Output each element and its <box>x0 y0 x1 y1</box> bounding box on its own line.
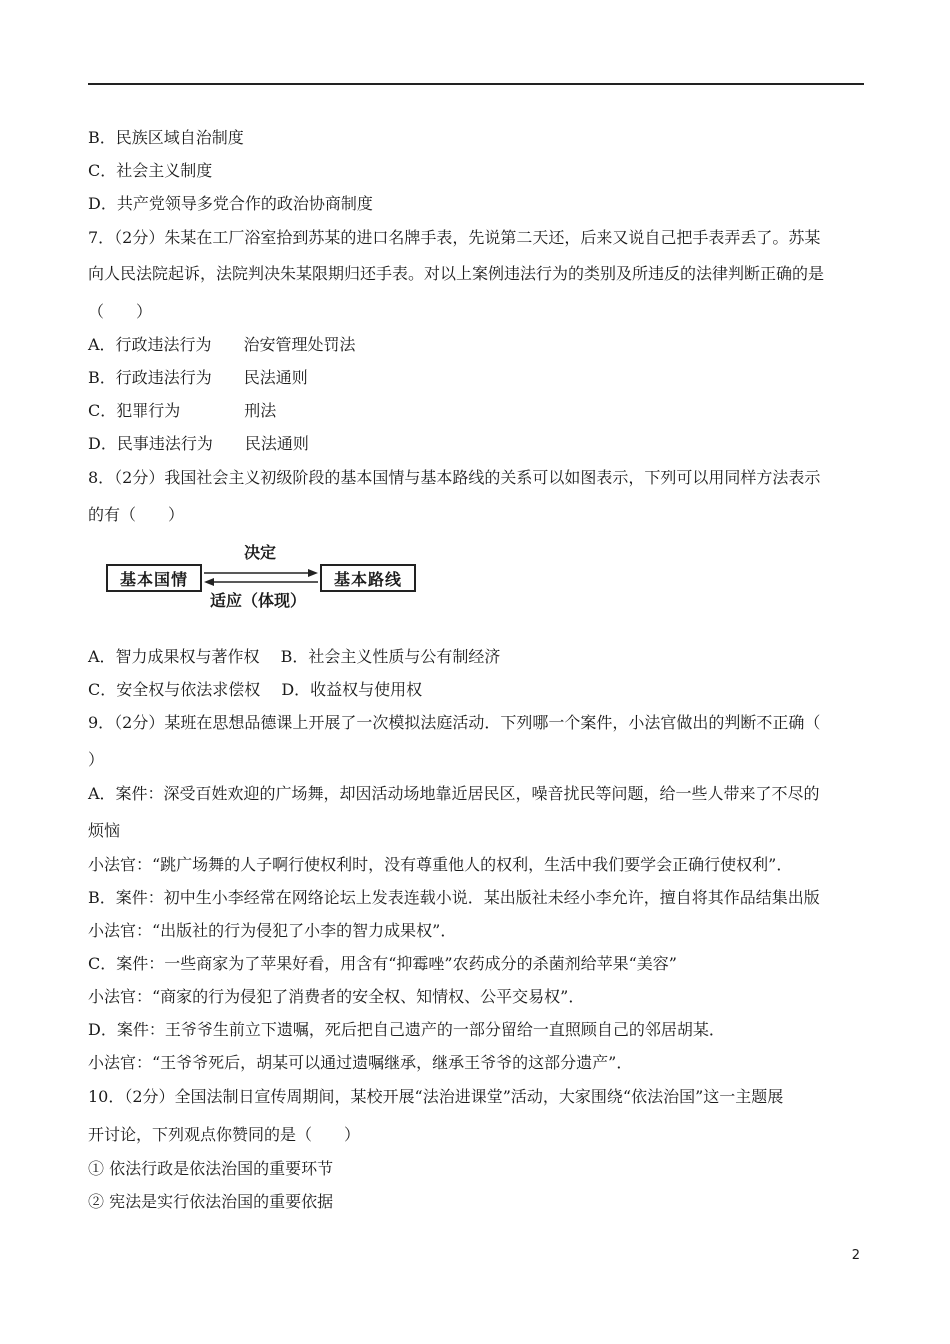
q9-option-b-judge: 小法官：“出版社的行为侵犯了小李的智力成果权”． <box>88 921 457 940</box>
q7-option-a: A．行政违法行为 治安管理处罚法 <box>88 335 356 354</box>
q7-option-d: D．民事违法行为 民法通则 <box>88 434 309 453</box>
q9-option-a-case-cont: 烦恼 <box>88 821 121 840</box>
question-7-paren: （ ） <box>88 302 153 321</box>
q9-option-d-case: D．案件：王爷爷生前立下遗嘱，死后把自己遗产的一部分留给一直照顾自己的邻居胡某． <box>88 1020 725 1039</box>
question-10-line-1: 10．（2分）全国法制日宣传周期间，某校开展“法治进课堂”活动，大家围绕“依法治国”这一主题展 <box>88 1087 784 1106</box>
question-8-line-2: 的有（ ） <box>88 505 185 524</box>
diagram-top-label: 决定 <box>244 543 277 562</box>
option-d-line: D．共产党领导多党合作的政治协商制度 <box>88 194 373 213</box>
q9-option-c-case: C．案件：一些商家为了苹果好看，用含有“抑霉唑”农药成分的杀菌剂给苹果“美容” <box>88 954 677 973</box>
question-9-line-1: 9．（2分）某班在思想品德课上开展了一次模拟法庭活动．下列哪一个案件，小法官做出的判断不正确（ <box>88 713 821 732</box>
diagram-arrows <box>106 540 416 610</box>
q9-option-b-case: B．案件：初中生小李经常在网络论坛上发表连载小说．某出版社未经小李允许，擅自将其作品结集出版 <box>88 888 820 907</box>
q7-option-c: C．犯罪行为 刑法 <box>88 401 277 420</box>
q8-options-cd: C．安全权与依法求偿权 D．收益权与使用权 <box>88 680 423 699</box>
q8-options-ab: A．智力成果权与著作权 B．社会主义性质与公有制经济 <box>88 647 501 666</box>
question-9-line-2: ） <box>88 750 105 769</box>
diagram-right-box: 基本路线 <box>320 564 416 592</box>
question-8-line-1: 8．（2分）我国社会主义初级阶段的基本国情与基本路线的关系可以如图表示，下列可以用同样方法表示 <box>88 468 821 487</box>
diagram-bottom-label: 适应（体现） <box>210 591 307 610</box>
q9-option-a-case: A．案件：深受百姓欢迎的广场舞，却因活动场地靠近居民区，噪音扰民等问题，给一些人带来了不尽的 <box>88 784 820 803</box>
question-7-line-2: 向人民法院起诉，法院判决朱某限期归还手表。对以上案例违法行为的类别及所违反的法律判断正确的是 <box>88 264 825 283</box>
option-c-line: C．社会主义制度 <box>88 161 213 180</box>
q7-option-b: B．行政违法行为 民法通则 <box>88 368 308 387</box>
diagram-left-box: 基本国情 <box>106 564 202 592</box>
q10-statement-2: ② 宪法是实行依法治国的重要依据 <box>88 1192 334 1211</box>
header-rule <box>88 83 864 85</box>
q9-option-a-judge: 小法官：“跳广场舞的人子啊行使权利时，没有尊重他人的权利，生活中我们要学会正确行使权利”． <box>88 855 793 874</box>
relation-diagram <box>106 540 416 610</box>
q9-option-d-judge: 小法官：“王爷爷死后，胡某可以通过遗嘱继承，继承王爷爷的这部分遗产”． <box>88 1053 633 1072</box>
page-number: 2 <box>851 1248 860 1263</box>
q10-statement-1: ① 依法行政是依法治国的重要环节 <box>88 1159 334 1178</box>
option-b-line: B．民族区域自治制度 <box>88 128 244 147</box>
q9-option-c-judge: 小法官：“商家的行为侵犯了消费者的安全权、知情权、公平交易权”． <box>88 987 585 1006</box>
question-7-line-1: 7．（2分）朱某在工厂浴室拾到苏某的进口名牌手表，先说第二天还，后来又说自己把手表弄丢了。苏某 <box>88 228 821 247</box>
question-10-line-2: 开讨论，下列观点你赞同的是（ ） <box>88 1125 361 1144</box>
